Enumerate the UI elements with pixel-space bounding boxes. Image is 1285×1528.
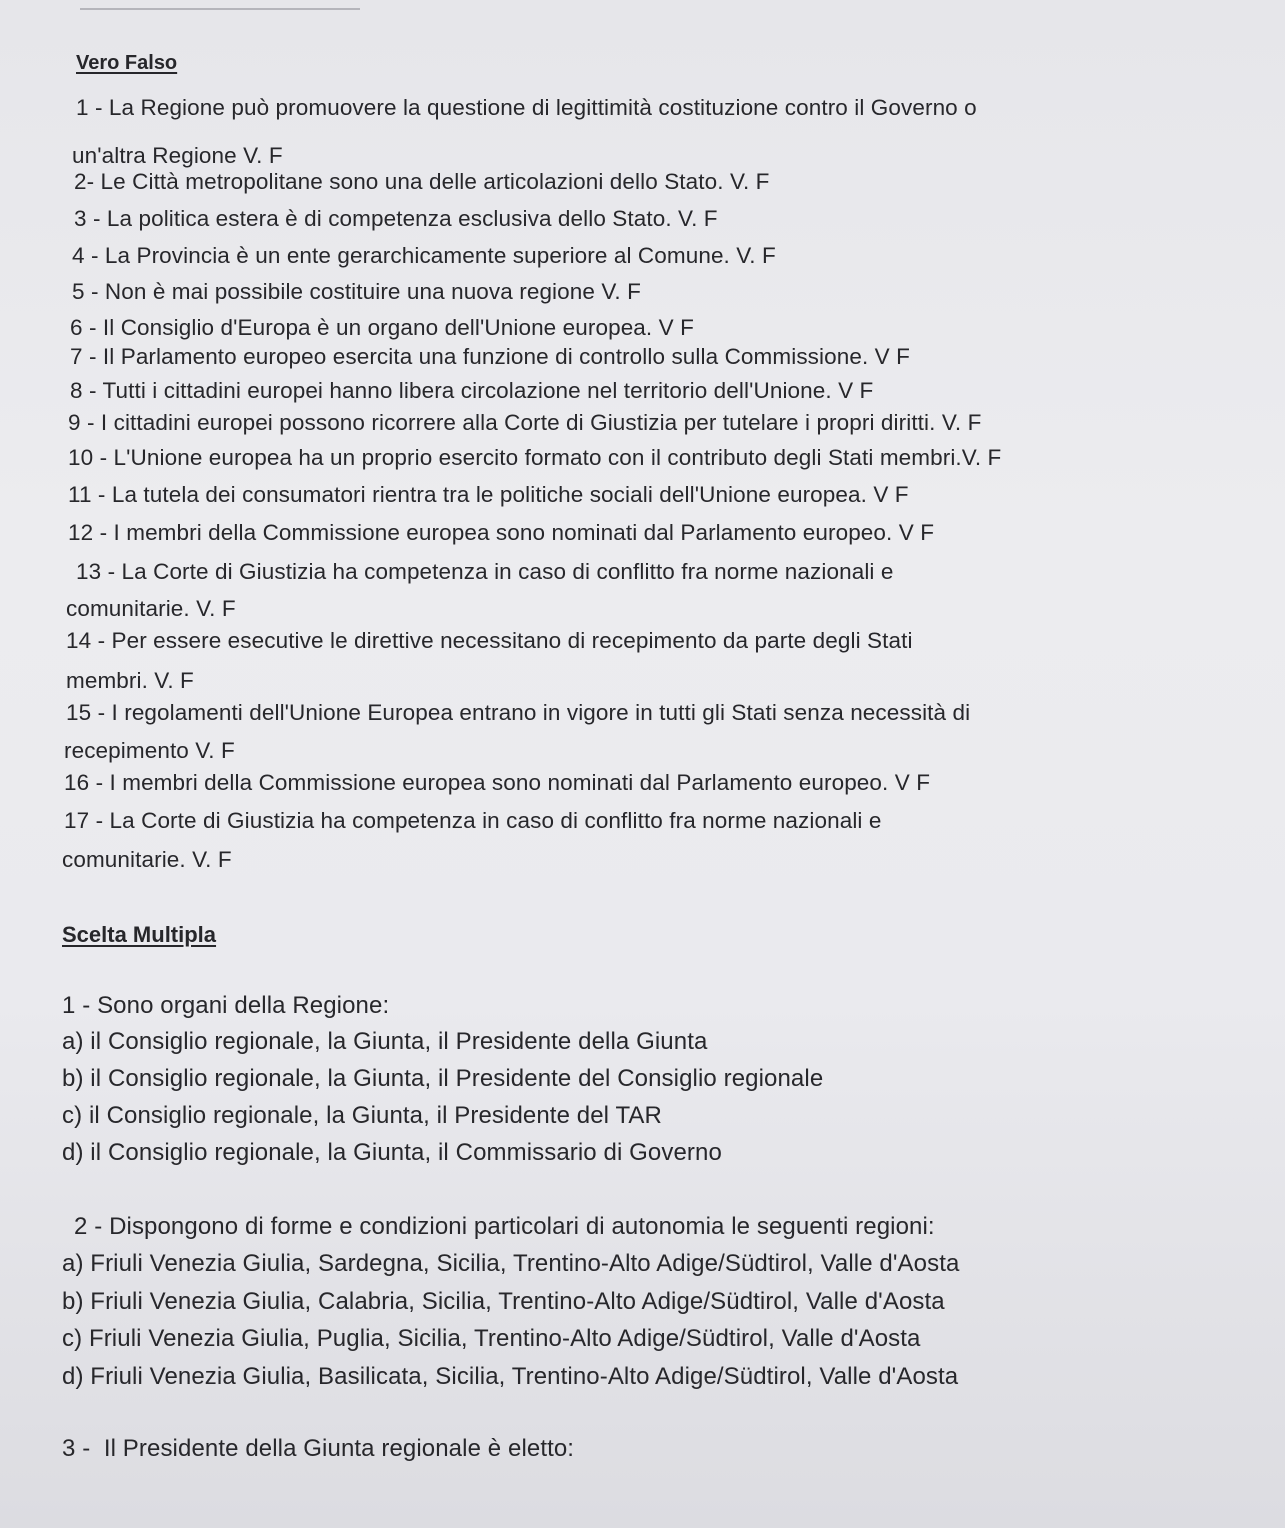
- mc-q1-option-c: c) il Consiglio regionale, la Giunta, il Presidente del TAR: [62, 1102, 662, 1129]
- vf-line-15b: recepimento V. F: [64, 738, 235, 763]
- vf-line-2: 2- Le Città metropolitane sono una delle articolazioni dello Stato. V. F: [74, 169, 770, 194]
- mc-q1-option-d: d) il Consiglio regionale, la Giunta, il Commissario di Governo: [62, 1139, 722, 1166]
- vf-line-15a: 15 - I regolamenti dell'Unione Europea entrano in vigore in tutti gli Stati senza necessità di: [66, 700, 971, 725]
- vf-line-17a: 17 - La Corte di Giustizia ha competenza in caso di conflitto fra norme nazionali e: [64, 808, 882, 833]
- vf-line-13a: 13 - La Corte di Giustizia ha competenza in caso di conflitto fra norme nazionali e: [76, 559, 894, 584]
- scelta-multipla-heading: Scelta Multipla: [62, 922, 217, 947]
- vf-line-11: 11 - La tutela dei consumatori rientra tra le politiche sociali dell'Unione europea. V F: [68, 482, 909, 507]
- vf-line-3: 3 - La politica estera è di competenza esclusiva dello Stato. V. F: [74, 206, 718, 231]
- mc-question-3: 3 - Il Presidente della Giunta regionale è eletto:: [62, 1435, 575, 1462]
- vf-line-8: 8 - Tutti i cittadini europei hanno libera circolazione nel territorio dell'Unione. V F: [70, 378, 874, 403]
- vf-line-10: 10 - L'Unione europea ha un proprio esercito formato con il contributo degli Stati membri.V. F: [68, 445, 1002, 470]
- top-scribble-decoration: [80, 0, 360, 10]
- vf-line-14a: 14 - Per essere esecutive le direttive necessitano di recepimento da parte degli Stati: [66, 628, 913, 653]
- mc-q2-option-c: c) Friuli Venezia Giulia, Puglia, Sicilia, Trentino-Alto Adige/Südtirol, Valle d'Aosta: [62, 1325, 921, 1352]
- mc-q2-option-d: d) Friuli Venezia Giulia, Basilicata, Sicilia, Trentino-Alto Adige/Südtirol, Valle d'Aosta: [62, 1363, 959, 1390]
- mc-q1-option-b: b) il Consiglio regionale, la Giunta, il Presidente del Consiglio regionale: [62, 1065, 824, 1092]
- mc-q1-option-a: a) il Consiglio regionale, la Giunta, il Presidente della Giunta: [62, 1028, 708, 1055]
- vf-line-1a: 1 - La Regione può promuovere la questione di legittimità costituzione contro il Governo o: [76, 95, 977, 120]
- vf-line-13b: comunitarie. V. F: [66, 596, 236, 621]
- vf-line-16: 16 - I membri della Commissione europea sono nominati dal Parlamento europeo. V F: [64, 770, 931, 795]
- mc-question-1: 1 - Sono organi della Regione:: [62, 992, 390, 1019]
- vf-line-9: 9 - I cittadini europei possono ricorrere alla Corte di Giustizia per tutelare i propri diritti. V. F: [68, 410, 982, 435]
- mc-q2-option-b: b) Friuli Venezia Giulia, Calabria, Sicilia, Trentino-Alto Adige/Südtirol, Valle d'Aosta: [62, 1288, 945, 1315]
- vf-line-17b: comunitarie. V. F: [62, 847, 232, 872]
- vf-line-7: 7 - Il Parlamento europeo esercita una funzione di controllo sulla Commissione. V F: [70, 344, 910, 369]
- vf-line-4: 4 - La Provincia è un ente gerarchicamente superiore al Comune. V. F: [72, 243, 776, 268]
- vf-line-12: 12 - I membri della Commissione europea sono nominati dal Parlamento europeo. V F: [68, 520, 935, 545]
- mc-q2-option-a: a) Friuli Venezia Giulia, Sardegna, Sicilia, Trentino-Alto Adige/Südtirol, Valle d'Aosta: [62, 1250, 960, 1277]
- mc-question-2: 2 - Dispongono di forme e condizioni particolari di autonomia le seguenti regioni:: [74, 1213, 935, 1240]
- vf-line-6: 6 - Il Consiglio d'Europa è un organo dell'Unione europea. V F: [70, 315, 694, 340]
- vf-line-1b: un'altra Regione V. F: [72, 143, 283, 168]
- vf-line-14b: membri. V. F: [66, 668, 194, 693]
- vf-line-5: 5 - Non è mai possibile costituire una nuova regione V. F: [72, 279, 641, 304]
- vero-falso-heading: Vero Falso: [76, 52, 178, 74]
